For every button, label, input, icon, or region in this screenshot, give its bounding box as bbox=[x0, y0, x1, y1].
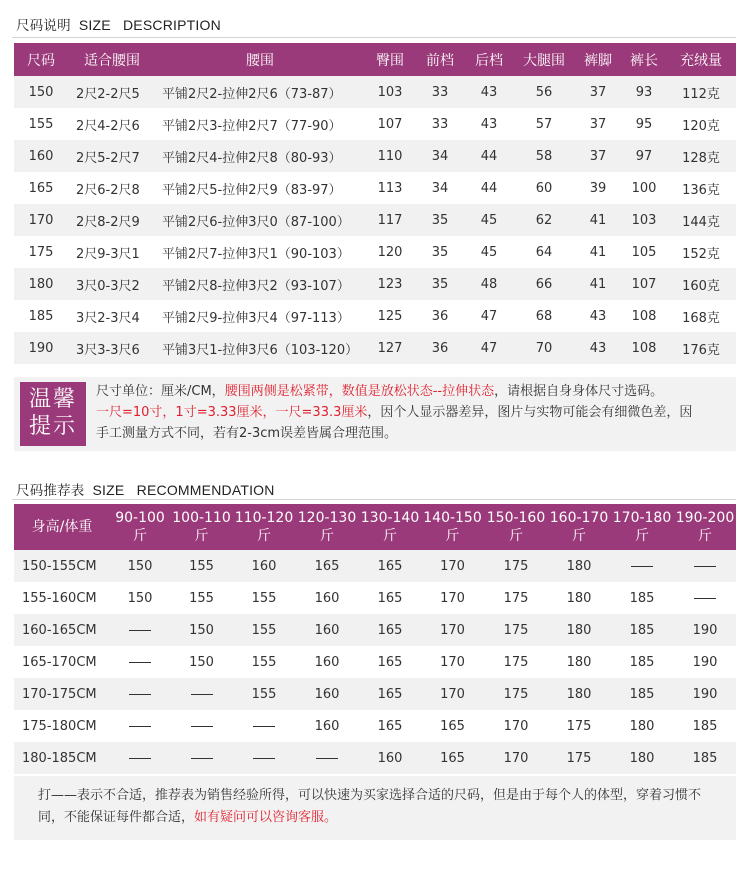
size-table-cell: 35 bbox=[416, 204, 464, 236]
size-table-cell: 34 bbox=[416, 172, 464, 204]
recommended-size-cell: 180 bbox=[548, 614, 610, 646]
size-table-cell: 平铺2尺5-拉伸2尺9（83-97） bbox=[156, 172, 364, 204]
table-row bbox=[14, 710, 736, 742]
size-table-header-cell: 尺码 bbox=[14, 43, 68, 76]
not-suitable-dash-cell bbox=[170, 742, 233, 774]
not-suitable-dash-cell bbox=[110, 614, 170, 646]
size-table-cell: 43 bbox=[574, 332, 622, 364]
size-recommendation-table bbox=[14, 504, 736, 774]
recommended-size-cell: 160 bbox=[295, 646, 359, 678]
size-table-cell: 43 bbox=[464, 108, 514, 140]
recommended-size-cell: 165 bbox=[359, 646, 421, 678]
recommended-size-cell: 165 bbox=[359, 550, 421, 582]
weight-range-label: 190-200 bbox=[675, 510, 735, 526]
size-table-cell: 33 bbox=[416, 76, 464, 108]
recommended-size-cell: 180 bbox=[610, 742, 674, 774]
dash-mark bbox=[694, 566, 716, 567]
size-table-cell: 48 bbox=[464, 268, 514, 300]
height-range-cell: 155-160CM bbox=[14, 582, 110, 614]
size-table-cell: 43 bbox=[574, 300, 622, 332]
size-table-cell: 160克 bbox=[666, 268, 736, 300]
weight-unit-label: 斤 bbox=[572, 528, 586, 544]
recommended-size-cell: 155 bbox=[233, 646, 295, 678]
size-table-header-cell: 臀围 bbox=[364, 43, 416, 76]
size-table-cell: 112克 bbox=[666, 76, 736, 108]
recommended-size-cell: 165 bbox=[421, 710, 484, 742]
size-table-cell: 108 bbox=[622, 332, 666, 364]
recommended-size-cell: 190 bbox=[674, 678, 736, 710]
size-table-cell: 3尺0-3尺2 bbox=[68, 268, 156, 300]
table-row bbox=[14, 236, 736, 268]
recommended-size-cell: 155 bbox=[233, 614, 295, 646]
size-table-cell: 3尺2-3尺4 bbox=[68, 300, 156, 332]
recommended-size-cell: 165 bbox=[359, 710, 421, 742]
recommended-size-cell: 170 bbox=[421, 646, 484, 678]
size-table-cell: 2尺9-3尺1 bbox=[68, 236, 156, 268]
weight-unit-label: 斤 bbox=[133, 528, 147, 544]
not-suitable-dash-cell bbox=[610, 550, 674, 582]
size-table-cell: 35 bbox=[416, 268, 464, 300]
size-table-cell: 123 bbox=[364, 268, 416, 300]
size-table-cell: 2尺4-2尺6 bbox=[68, 108, 156, 140]
weight-unit-label: 斤 bbox=[194, 528, 209, 544]
size-table-cell: 93 bbox=[622, 76, 666, 108]
size-table-cell: 100 bbox=[622, 172, 666, 204]
size-table-cell: 44 bbox=[464, 140, 514, 172]
recommended-size-cell: 185 bbox=[610, 582, 674, 614]
size-table-header-row bbox=[14, 43, 736, 76]
size-table-cell: 117 bbox=[364, 204, 416, 236]
size-table-cell: 41 bbox=[574, 204, 622, 236]
recommended-size-cell: 150 bbox=[110, 550, 170, 582]
note-display-diff-text: ，因个人显示器差异，图片与实物可能会有细微色差，因 bbox=[367, 405, 693, 420]
weight-range-label: 140-150 bbox=[423, 510, 482, 526]
table-row bbox=[14, 76, 736, 108]
warm-tip-badge bbox=[20, 382, 86, 446]
size-table-cell: 120克 bbox=[666, 108, 736, 140]
size-table-header-cell: 后档 bbox=[464, 43, 514, 76]
size-table-cell: 168克 bbox=[666, 300, 736, 332]
size-table-cell: 2尺8-2尺9 bbox=[68, 204, 156, 236]
size-table-cell: 185 bbox=[14, 300, 68, 332]
recommended-size-cell: 175 bbox=[484, 678, 548, 710]
not-suitable-dash-cell bbox=[170, 710, 233, 742]
recommended-size-cell: 180 bbox=[548, 646, 610, 678]
size-table-cell: 41 bbox=[574, 268, 622, 300]
table-row bbox=[14, 108, 736, 140]
weight-unit-label: 斤 bbox=[257, 528, 271, 544]
warm-tip-text bbox=[96, 381, 726, 444]
size-description-title-en: SIZE DESCRIPTION bbox=[78, 17, 221, 33]
dash-mark bbox=[191, 758, 213, 759]
size-table-cell: 155 bbox=[14, 108, 68, 140]
size-table-cell: 120 bbox=[364, 236, 416, 268]
size-table-cell: 60 bbox=[514, 172, 574, 204]
size-table-cell: 175 bbox=[14, 236, 68, 268]
dash-mark bbox=[191, 726, 213, 727]
size-table-cell: 57 bbox=[514, 108, 574, 140]
dash-mark bbox=[316, 758, 338, 759]
size-table-cell: 136克 bbox=[666, 172, 736, 204]
recommended-size-cell: 155 bbox=[170, 582, 233, 614]
table-row bbox=[14, 742, 736, 774]
size-table-cell: 108 bbox=[622, 300, 666, 332]
recommended-size-cell: 165 bbox=[295, 550, 359, 582]
size-table-cell: 160 bbox=[14, 140, 68, 172]
note-conversion-red-text: 一尺=10寸，1寸=3.33厘米，一尺=33.3厘米 bbox=[96, 405, 368, 420]
size-table-cell: 152克 bbox=[666, 236, 736, 268]
recommended-size-cell: 150 bbox=[170, 614, 233, 646]
weight-range-label: 90-100 bbox=[115, 510, 165, 526]
not-suitable-dash-cell bbox=[233, 742, 295, 774]
weight-range-header bbox=[295, 504, 359, 550]
size-table-cell: 平铺2尺2-拉伸2尺6（73-87） bbox=[156, 76, 364, 108]
recommended-size-cell: 175 bbox=[548, 742, 610, 774]
size-table-cell: 45 bbox=[464, 236, 514, 268]
weight-range-header bbox=[421, 504, 484, 550]
not-suitable-dash-cell bbox=[110, 678, 170, 710]
table-row bbox=[14, 140, 736, 172]
height-range-cell: 150-155CM bbox=[14, 550, 110, 582]
size-table-cell: 113 bbox=[364, 172, 416, 204]
size-table-cell: 144克 bbox=[666, 204, 736, 236]
dash-mark bbox=[253, 726, 275, 727]
size-table-cell: 125 bbox=[364, 300, 416, 332]
size-table-cell: 2尺2-2尺5 bbox=[68, 76, 156, 108]
not-suitable-dash-cell bbox=[110, 710, 170, 742]
recommended-size-cell: 160 bbox=[295, 582, 359, 614]
height-weight-corner-header: 身高/体重 bbox=[14, 504, 110, 550]
recommendation-footer-text bbox=[38, 785, 718, 829]
recommended-size-cell: 175 bbox=[548, 710, 610, 742]
dash-mark bbox=[129, 694, 151, 695]
size-table-cell: 36 bbox=[416, 332, 464, 364]
recommended-size-cell: 160 bbox=[295, 678, 359, 710]
weight-range-header bbox=[233, 504, 295, 550]
weight-unit-label: 斤 bbox=[320, 528, 334, 544]
size-table-cell: 36 bbox=[416, 300, 464, 332]
recommended-size-cell: 160 bbox=[295, 614, 359, 646]
weight-range-label: 100-110 bbox=[172, 510, 231, 526]
warm-tip-box bbox=[14, 377, 736, 451]
size-description-table bbox=[14, 43, 736, 364]
size-table-cell: 41 bbox=[574, 236, 622, 268]
height-range-cell: 165-170CM bbox=[14, 646, 110, 678]
weight-range-header bbox=[674, 504, 736, 550]
size-table-header-cell: 适合腰围 bbox=[68, 43, 156, 76]
height-range-cell: 160-165CM bbox=[14, 614, 110, 646]
note-choose-size-text: ，请根据自身身体尺寸选码。 bbox=[494, 384, 664, 399]
recommended-size-cell: 185 bbox=[674, 710, 736, 742]
recommended-size-cell: 155 bbox=[170, 550, 233, 582]
table-row bbox=[14, 678, 736, 710]
weight-range-header bbox=[359, 504, 421, 550]
recommended-size-cell: 180 bbox=[548, 550, 610, 582]
recommended-size-cell: 180 bbox=[610, 710, 674, 742]
size-table-cell: 43 bbox=[464, 76, 514, 108]
recommended-size-cell: 185 bbox=[610, 646, 674, 678]
warm-tip-badge-line2: 提示 bbox=[28, 414, 77, 439]
size-description-title-cn: 尺码说明 bbox=[16, 18, 71, 34]
recommended-size-cell: 175 bbox=[484, 550, 548, 582]
size-table-cell: 3尺3-3尺6 bbox=[68, 332, 156, 364]
weight-range-header bbox=[110, 504, 170, 550]
size-table-header-cell: 腰围 bbox=[156, 43, 364, 76]
size-table-cell: 176克 bbox=[666, 332, 736, 364]
dash-mark bbox=[129, 630, 151, 631]
size-table-cell: 170 bbox=[14, 204, 68, 236]
size-recommendation-title bbox=[16, 479, 275, 499]
not-suitable-dash-cell bbox=[110, 646, 170, 678]
table-row bbox=[14, 614, 736, 646]
size-table-cell: 105 bbox=[622, 236, 666, 268]
dash-mark bbox=[129, 726, 151, 727]
recommended-size-cell: 180 bbox=[548, 582, 610, 614]
size-table-cell: 62 bbox=[514, 204, 574, 236]
weight-unit-label: 斤 bbox=[445, 528, 460, 544]
recommended-size-cell: 150 bbox=[170, 646, 233, 678]
note-unit-text: 尺寸单位：厘米/CM， bbox=[96, 384, 225, 399]
table-row bbox=[14, 204, 736, 236]
weight-range-label: 130-140 bbox=[360, 510, 420, 526]
recommended-size-cell: 160 bbox=[359, 742, 421, 774]
dash-mark bbox=[694, 598, 716, 599]
size-table-cell: 95 bbox=[622, 108, 666, 140]
size-table-cell: 150 bbox=[14, 76, 68, 108]
recommended-size-cell: 165 bbox=[421, 742, 484, 774]
table-row bbox=[14, 268, 736, 300]
recommended-size-cell: 160 bbox=[295, 710, 359, 742]
recommended-size-cell: 155 bbox=[233, 678, 295, 710]
size-table-cell: 68 bbox=[514, 300, 574, 332]
size-table-header-cell: 前档 bbox=[416, 43, 464, 76]
size-table-header-cell: 充绒量 bbox=[666, 43, 736, 76]
size-table-cell: 37 bbox=[574, 140, 622, 172]
height-range-cell: 170-175CM bbox=[14, 678, 110, 710]
recommended-size-cell: 170 bbox=[484, 710, 548, 742]
recommended-size-cell: 190 bbox=[674, 614, 736, 646]
size-table-cell: 64 bbox=[514, 236, 574, 268]
size-table-cell: 39 bbox=[574, 172, 622, 204]
weight-range-label: 110-120 bbox=[234, 510, 294, 526]
warm-tip-badge-line1: 温馨 bbox=[28, 387, 77, 412]
recommended-size-cell: 170 bbox=[421, 550, 484, 582]
size-table-cell: 47 bbox=[464, 332, 514, 364]
size-table-cell: 127 bbox=[364, 332, 416, 364]
size-table-cell: 2尺6-2尺8 bbox=[68, 172, 156, 204]
table-row bbox=[14, 332, 736, 364]
title-divider bbox=[12, 37, 736, 38]
size-table-cell: 35 bbox=[416, 236, 464, 268]
size-table-cell: 56 bbox=[514, 76, 574, 108]
size-table-cell: 47 bbox=[464, 300, 514, 332]
title-divider bbox=[12, 499, 736, 500]
dash-mark bbox=[631, 566, 653, 567]
not-suitable-dash-cell bbox=[674, 550, 736, 582]
recommendation-header-row bbox=[14, 504, 736, 550]
size-description-title bbox=[16, 14, 221, 34]
size-table-cell: 37 bbox=[574, 76, 622, 108]
dash-mark bbox=[253, 758, 275, 759]
size-table-cell: 34 bbox=[416, 140, 464, 172]
recommended-size-cell: 185 bbox=[674, 742, 736, 774]
size-table-cell: 平铺2尺9-拉伸3尺4（97-113） bbox=[156, 300, 364, 332]
recommended-size-cell: 175 bbox=[484, 646, 548, 678]
size-table-header-cell: 大腿围 bbox=[514, 43, 574, 76]
size-table-cell: 103 bbox=[364, 76, 416, 108]
recommended-size-cell: 160 bbox=[233, 550, 295, 582]
recommended-size-cell: 175 bbox=[484, 582, 548, 614]
recommendation-footer-box bbox=[14, 776, 736, 840]
table-row bbox=[14, 646, 736, 678]
height-range-cell: 180-185CM bbox=[14, 742, 110, 774]
not-suitable-dash-cell bbox=[674, 582, 736, 614]
table-row bbox=[14, 550, 736, 582]
size-table-cell: 58 bbox=[514, 140, 574, 172]
dash-mark bbox=[191, 694, 213, 695]
size-table-cell: 107 bbox=[364, 108, 416, 140]
recommended-size-cell: 170 bbox=[484, 742, 548, 774]
recommended-size-cell: 155 bbox=[233, 582, 295, 614]
recommended-size-cell: 175 bbox=[484, 614, 548, 646]
size-table-cell: 平铺3尺1-拉伸3尺6（103-120） bbox=[156, 332, 364, 364]
not-suitable-dash-cell bbox=[233, 710, 295, 742]
size-table-cell: 33 bbox=[416, 108, 464, 140]
size-table-cell: 110 bbox=[364, 140, 416, 172]
not-suitable-dash-cell bbox=[170, 678, 233, 710]
size-table-cell: 190 bbox=[14, 332, 68, 364]
recommended-size-cell: 165 bbox=[359, 614, 421, 646]
weight-range-label: 160-170 bbox=[549, 510, 609, 526]
weight-range-label: 170-180 bbox=[612, 510, 672, 526]
weight-range-header bbox=[170, 504, 233, 550]
weight-range-header bbox=[548, 504, 610, 550]
size-table-cell: 97 bbox=[622, 140, 666, 172]
size-table-header-cell: 裤脚 bbox=[574, 43, 622, 76]
table-row bbox=[14, 300, 736, 332]
size-table-cell: 44 bbox=[464, 172, 514, 204]
size-table-cell: 103 bbox=[622, 204, 666, 236]
note-waist-red-text: 腰围两侧是松紧带，数值是放松状态--拉伸状态 bbox=[224, 384, 495, 399]
size-table-cell: 107 bbox=[622, 268, 666, 300]
height-range-cell: 175-180CM bbox=[14, 710, 110, 742]
size-table-cell: 平铺2尺3-拉伸2尺7（77-90） bbox=[156, 108, 364, 140]
size-table-cell: 165 bbox=[14, 172, 68, 204]
weight-range-header bbox=[610, 504, 674, 550]
table-row bbox=[14, 582, 736, 614]
weight-unit-label: 斤 bbox=[698, 528, 712, 544]
recommended-size-cell: 170 bbox=[421, 678, 484, 710]
recommended-size-cell: 185 bbox=[610, 614, 674, 646]
recommended-size-cell: 165 bbox=[359, 678, 421, 710]
recommended-size-cell: 165 bbox=[359, 582, 421, 614]
weight-range-label: 120-130 bbox=[297, 510, 357, 526]
size-table-cell: 2尺5-2尺7 bbox=[68, 140, 156, 172]
weight-range-header bbox=[484, 504, 548, 550]
size-table-cell: 66 bbox=[514, 268, 574, 300]
note-measure-error-text: 手工测量方式不同，若有2-3cm误差皆属合理范围。 bbox=[96, 426, 398, 441]
not-suitable-dash-cell bbox=[295, 742, 359, 774]
size-table-cell: 180 bbox=[14, 268, 68, 300]
dash-mark bbox=[129, 758, 151, 759]
size-table-cell: 平铺2尺7-拉伸3尺1（90-103） bbox=[156, 236, 364, 268]
recommended-size-cell: 180 bbox=[548, 678, 610, 710]
recommended-size-cell: 190 bbox=[674, 646, 736, 678]
size-table-cell: 平铺2尺6-拉伸3尺0（87-100） bbox=[156, 204, 364, 236]
weight-range-label: 150-160 bbox=[486, 510, 546, 526]
table-row bbox=[14, 172, 736, 204]
size-recommendation-title-en: SIZE RECOMMENDATION bbox=[92, 482, 275, 498]
recommended-size-cell: 185 bbox=[610, 678, 674, 710]
weight-unit-label: 斤 bbox=[635, 528, 649, 544]
recommended-size-cell: 150 bbox=[110, 582, 170, 614]
size-table-cell: 平铺2尺8-拉伸3尺2（93-107） bbox=[156, 268, 364, 300]
dash-mark bbox=[129, 662, 151, 663]
recommended-size-cell: 170 bbox=[421, 614, 484, 646]
footer-contact-service-text: 如有疑问可以咨询客服。 bbox=[194, 810, 338, 825]
weight-unit-label: 斤 bbox=[383, 528, 397, 544]
footer-disclaimer-text: 打——表示不合适，推荐表为销售经验所得，可以快速为买家选择合适的尺码，但是由于每个人的体型，穿着习惯不同，不能保证每件都合适， bbox=[38, 788, 702, 825]
size-table-header-cell: 裤长 bbox=[622, 43, 666, 76]
size-table-cell: 平铺2尺4-拉伸2尺8（80-93） bbox=[156, 140, 364, 172]
size-recommendation-title-cn: 尺码推荐表 bbox=[16, 483, 85, 499]
size-table-cell: 70 bbox=[514, 332, 574, 364]
size-table-cell: 45 bbox=[464, 204, 514, 236]
size-table-cell: 128克 bbox=[666, 140, 736, 172]
recommended-size-cell: 170 bbox=[421, 582, 484, 614]
size-table-cell: 37 bbox=[574, 108, 622, 140]
weight-unit-label: 斤 bbox=[509, 528, 523, 544]
not-suitable-dash-cell bbox=[110, 742, 170, 774]
